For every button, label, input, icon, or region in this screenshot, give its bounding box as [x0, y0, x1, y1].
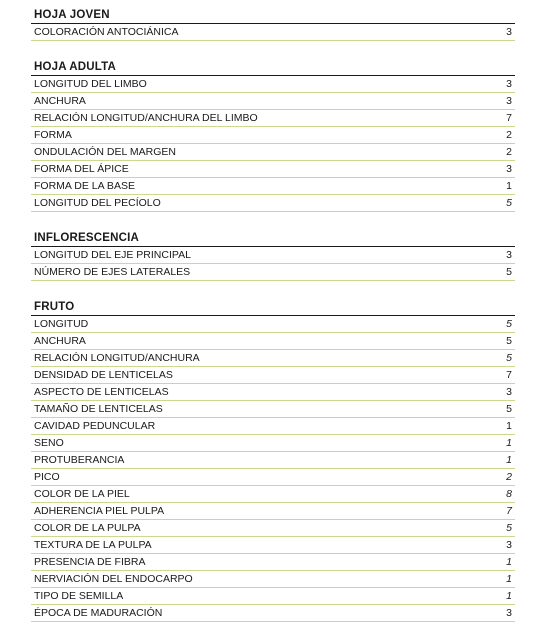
- section-title: HOJA ADULTA: [31, 60, 515, 76]
- row-value: 2: [506, 146, 512, 158]
- row-value: 5: [506, 352, 512, 364]
- row-label: ÉPOCA DE MADURACIÓN: [34, 607, 163, 619]
- table-row: [31, 24, 515, 41]
- row-label: TIPO DE SEMILLA: [34, 590, 124, 602]
- row-label: TEXTURA DE LA PULPA: [34, 539, 152, 551]
- row-label: PICO: [34, 471, 60, 483]
- row-value: 2: [506, 471, 512, 483]
- section-hoja-joven: [31, 8, 515, 41]
- section-inflorescencia: [31, 231, 515, 281]
- row-label: ANCHURA: [34, 335, 86, 347]
- row-value: 1: [506, 454, 512, 466]
- table-row: [31, 435, 515, 452]
- row-value: 3: [506, 607, 512, 619]
- row-label: LONGITUD: [34, 318, 89, 330]
- row-label: NERVIACIÓN DEL ENDOCARPO: [34, 573, 193, 585]
- row-value: 3: [506, 163, 512, 175]
- table-row: [31, 452, 515, 469]
- characteristics-sheet: [31, 8, 515, 622]
- row-label: SENO: [34, 437, 64, 449]
- table-row: [31, 350, 515, 367]
- row-value: 3: [506, 26, 512, 38]
- table-row: [31, 537, 515, 554]
- row-label: LONGITUD DEL EJE PRINCIPAL: [34, 249, 191, 261]
- table-row: [31, 469, 515, 486]
- table-row: [31, 93, 515, 110]
- row-label: FORMA DE LA BASE: [34, 180, 135, 192]
- row-label: COLOR DE LA PIEL: [34, 488, 130, 500]
- row-value: 3: [506, 249, 512, 261]
- row-label: RELACIÓN LONGITUD/ANCHURA DEL LIMBO: [34, 112, 258, 124]
- table-row: [31, 401, 515, 418]
- row-label: DENSIDAD DE LENTICELAS: [34, 369, 173, 381]
- row-label: NÚMERO DE EJES LATERALES: [34, 266, 191, 278]
- row-value: 1: [506, 590, 512, 602]
- table-row: [31, 127, 515, 144]
- section-hoja-adulta: [31, 60, 515, 212]
- table-row: [31, 110, 515, 127]
- row-value: 5: [506, 266, 512, 278]
- row-value: 5: [506, 403, 512, 415]
- row-value: 3: [506, 386, 512, 398]
- row-value: 5: [506, 335, 512, 347]
- table-row: [31, 367, 515, 384]
- table-row: [31, 247, 515, 264]
- row-value: 1: [506, 420, 512, 432]
- row-label: LONGITUD DEL LIMBO: [34, 78, 147, 90]
- row-label: CAVIDAD PEDUNCULAR: [34, 420, 156, 432]
- row-value: 5: [506, 197, 512, 209]
- section-title: FRUTO: [31, 300, 515, 316]
- table-row: [31, 418, 515, 435]
- section-title: HOJA JOVEN: [31, 8, 515, 24]
- table-row: [31, 264, 515, 281]
- table-row: [31, 178, 515, 195]
- table-row: [31, 554, 515, 571]
- row-value: 8: [506, 488, 512, 500]
- row-label: TAMAÑO DE LENTICELAS: [34, 403, 163, 415]
- table-row: [31, 486, 515, 503]
- row-label: COLORACIÓN ANTOCIÁNICA: [34, 26, 179, 38]
- row-value: 2: [506, 129, 512, 141]
- row-value: 1: [506, 437, 512, 449]
- row-value: 7: [506, 112, 512, 124]
- row-value: 1: [506, 573, 512, 585]
- row-value: 1: [506, 180, 512, 192]
- row-value: 5: [506, 522, 512, 534]
- row-value: 3: [506, 78, 512, 90]
- table-row: [31, 161, 515, 178]
- row-value: 3: [506, 95, 512, 107]
- row-value: 5: [506, 318, 512, 330]
- row-label: ONDULACIÓN DEL MARGEN: [34, 146, 176, 158]
- table-row: [31, 316, 515, 333]
- section-fruto: [31, 300, 515, 622]
- row-label: ADHERENCIA PIEL PULPA: [34, 505, 165, 517]
- table-row: [31, 588, 515, 605]
- table-row: [31, 76, 515, 93]
- row-label: COLOR DE LA PULPA: [34, 522, 141, 534]
- table-row: [31, 503, 515, 520]
- table-row: [31, 384, 515, 401]
- section-title: INFLORESCENCIA: [31, 231, 515, 247]
- row-label: RELACIÓN LONGITUD/ANCHURA: [34, 352, 200, 364]
- row-label: ASPECTO DE LENTICELAS: [34, 386, 169, 398]
- row-label: LONGITUD DEL PECÍOLO: [34, 197, 161, 209]
- row-value: 3: [506, 539, 512, 551]
- table-row: [31, 571, 515, 588]
- row-label: PROTUBERANCIA: [34, 454, 125, 466]
- row-value: 7: [506, 369, 512, 381]
- table-row: [31, 144, 515, 161]
- table-row: [31, 605, 515, 622]
- table-row: [31, 520, 515, 537]
- row-label: PRESENCIA DE FIBRA: [34, 556, 146, 568]
- row-value: 1: [506, 556, 512, 568]
- row-label: ANCHURA: [34, 95, 86, 107]
- row-label: FORMA: [34, 129, 72, 141]
- table-row: [31, 195, 515, 212]
- table-row: [31, 333, 515, 350]
- row-value: 7: [506, 505, 512, 517]
- row-label: FORMA DEL ÁPICE: [34, 163, 129, 175]
